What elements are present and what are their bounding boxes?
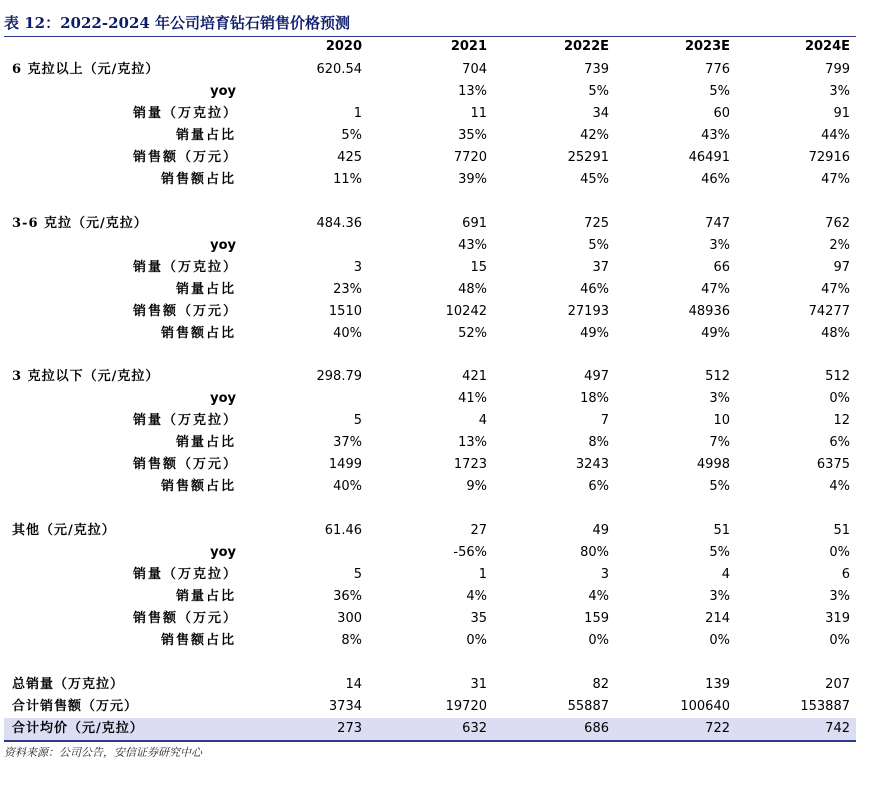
table-row — [4, 388, 856, 410]
table-cell: 3% — [709, 391, 730, 406]
table-cell: 425 — [337, 150, 362, 165]
table-cell: 43% — [701, 128, 730, 143]
table-cell: 3% — [829, 589, 850, 604]
table-row — [4, 432, 856, 454]
total-label: 总销量（万克拉） — [12, 677, 125, 692]
table-cell: 49% — [701, 326, 730, 341]
table-cell: 632 — [462, 721, 487, 736]
table-cell: 4% — [829, 479, 850, 494]
table-row — [4, 279, 856, 301]
table-cell: 37 — [592, 260, 609, 275]
table-cell: 5% — [709, 545, 730, 560]
table-cell: 512 — [825, 369, 850, 384]
table-cell: 5% — [709, 84, 730, 99]
table-row — [4, 235, 856, 257]
table-cell: 35% — [458, 128, 487, 143]
table-cell: 725 — [584, 216, 609, 231]
table-cell: 40% — [333, 479, 362, 494]
table-cell: 91 — [833, 106, 850, 121]
table-row — [4, 59, 856, 81]
table-row — [4, 257, 856, 279]
table-cell: 300 — [337, 611, 362, 626]
table-cell: 421 — [462, 369, 487, 384]
row-label-yoy: yoy — [210, 238, 236, 253]
table-cell: 139 — [705, 677, 730, 692]
row-label-volume-share: 销量占比 — [175, 435, 236, 450]
table-cell: 49 — [592, 523, 609, 538]
total-label: 合计均价（元/克拉） — [12, 721, 144, 736]
table-cell: 37% — [333, 435, 362, 450]
table-cell: 46% — [701, 172, 730, 187]
table-row — [4, 630, 856, 652]
table-cell: 48936 — [688, 304, 730, 319]
table-cell: 6% — [829, 435, 850, 450]
table-cell: 82 — [592, 677, 609, 692]
table-cell: 11% — [333, 172, 362, 187]
table-cell: 4 — [478, 413, 487, 428]
table-row — [4, 410, 856, 432]
table-cell: 11 — [470, 106, 487, 121]
table-cell: 1510 — [328, 304, 362, 319]
table-cell: 80% — [580, 545, 609, 560]
table-cell: 686 — [584, 721, 609, 736]
table-cell: 5% — [341, 128, 362, 143]
table-cell: 47% — [821, 282, 850, 297]
table-cell: 512 — [705, 369, 730, 384]
table-cell: 3 — [353, 260, 362, 275]
table-cell: 47% — [701, 282, 730, 297]
group-label: 3-6 克拉（元/克拉） — [12, 216, 148, 231]
table-cell: 776 — [705, 62, 730, 77]
row-label-yoy: yoy — [210, 391, 236, 406]
row-label-volume: 销量（万克拉） — [132, 106, 238, 121]
table-cell: 43% — [458, 238, 487, 253]
table-cell: 61.46 — [324, 523, 362, 538]
table-title: 表 12：2022-2024 年公司培育钻石销售价格预测 — [4, 14, 351, 32]
table-cell: 0% — [709, 633, 730, 648]
table-cell: 5 — [353, 567, 362, 582]
table-row — [4, 147, 856, 169]
table-cell: 35 — [470, 611, 487, 626]
table-row — [4, 301, 856, 323]
table-cell: 0% — [588, 633, 609, 648]
total-row — [4, 674, 856, 696]
table-cell: 159 — [584, 611, 609, 626]
table-cell: 60 — [713, 106, 730, 121]
table-cell: 7720 — [453, 150, 487, 165]
table-cell: 14 — [345, 677, 362, 692]
table-row — [4, 586, 856, 608]
header-2020: 2020 — [325, 39, 362, 54]
table-cell: 66 — [713, 260, 730, 275]
table-cell: 12 — [833, 413, 850, 428]
table-cell: 4% — [466, 589, 487, 604]
table-cell: 704 — [462, 62, 487, 77]
table-cell: 10 — [713, 413, 730, 428]
table-cell: 319 — [825, 611, 850, 626]
table-cell: 13% — [458, 84, 487, 99]
table-cell: 2% — [829, 238, 850, 253]
table-cell: 207 — [825, 677, 850, 692]
table-cell: 31 — [470, 677, 487, 692]
bottom-rule — [4, 740, 856, 742]
table-row — [4, 476, 856, 498]
row-label-sales: 销售额（万元） — [132, 304, 238, 319]
row-label-sales: 销售额（万元） — [132, 457, 238, 472]
total-row-highlighted — [4, 718, 856, 740]
header-2021: 2021 — [450, 39, 487, 54]
table-cell: 49% — [580, 326, 609, 341]
table-cell: 4998 — [696, 457, 730, 472]
row-label-volume: 销量（万克拉） — [132, 413, 238, 428]
table-cell: 722 — [705, 721, 730, 736]
row-label-sales-share: 销售额占比 — [160, 326, 236, 341]
row-label-sales-share: 销售额占比 — [160, 172, 236, 187]
table-cell: 42% — [580, 128, 609, 143]
table-cell: 44% — [821, 128, 850, 143]
row-label-volume: 销量（万克拉） — [132, 260, 238, 275]
table-cell: 40% — [333, 326, 362, 341]
total-row — [4, 696, 856, 718]
table-row — [4, 366, 856, 388]
table-cell: 23% — [333, 282, 362, 297]
table-cell: 620.54 — [316, 62, 362, 77]
table-cell: 6375 — [816, 457, 850, 472]
table-row — [4, 103, 856, 125]
table-cell: 55887 — [567, 699, 609, 714]
table-cell: 51 — [713, 523, 730, 538]
table-cell: 1499 — [328, 457, 362, 472]
table-cell: 46% — [580, 282, 609, 297]
header-2022e: 2022E — [563, 39, 609, 54]
table-cell: 74277 — [808, 304, 850, 319]
table-cell: 5% — [709, 479, 730, 494]
table-cell: 4 — [721, 567, 730, 582]
table-cell: 48% — [821, 326, 850, 341]
table-cell: 214 — [705, 611, 730, 626]
table-cell: 0% — [829, 545, 850, 560]
table-cell — [264, 543, 362, 563]
table-cell: 3734 — [328, 699, 362, 714]
row-label-sales-share: 销售额占比 — [160, 633, 236, 648]
row-label-sales: 销售额（万元） — [132, 150, 238, 165]
table-cell: 3243 — [575, 457, 609, 472]
table-row — [4, 169, 856, 191]
table-cell: 739 — [584, 62, 609, 77]
table-cell: 41% — [458, 391, 487, 406]
table-row — [4, 608, 856, 630]
table-cell: 0% — [466, 633, 487, 648]
group-label: 其他（元/克拉） — [12, 523, 116, 538]
table-cell: 3 — [600, 567, 609, 582]
table-cell: 36% — [333, 589, 362, 604]
table-row — [4, 454, 856, 476]
row-label-volume-share: 销量占比 — [175, 282, 236, 297]
table-cell: 52% — [458, 326, 487, 341]
header-2024e: 2024E — [804, 39, 850, 54]
table-cell: 6 — [841, 567, 850, 582]
table-row — [4, 125, 856, 147]
table-cell: 46491 — [688, 150, 730, 165]
table-cell: -56% — [453, 545, 487, 560]
table-cell: 45% — [580, 172, 609, 187]
table-cell: 1 — [353, 106, 362, 121]
table-cell: 153887 — [800, 699, 850, 714]
total-label: 合计销售额（万元） — [12, 699, 139, 714]
table-cell: 7 — [600, 413, 609, 428]
table-cell: 8% — [588, 435, 609, 450]
table-cell — [264, 236, 362, 256]
table-cell: 0% — [829, 633, 850, 648]
table-cell: 19720 — [445, 699, 487, 714]
table-cell: 762 — [825, 216, 850, 231]
table-row — [4, 520, 856, 542]
table-cell: 8% — [341, 633, 362, 648]
row-label-volume-share: 销量占比 — [175, 589, 236, 604]
source-note: 资料来源：公司公告，安信证券研究中心 — [4, 746, 202, 759]
table-cell: 100640 — [680, 699, 730, 714]
header-2023e: 2023E — [684, 39, 730, 54]
header-row — [4, 37, 856, 57]
table-cell: 9% — [466, 479, 487, 494]
table-cell: 742 — [825, 721, 850, 736]
row-label-yoy: yoy — [210, 84, 236, 99]
table-cell: 47% — [821, 172, 850, 187]
table-row — [4, 81, 856, 103]
table-cell: 3% — [709, 589, 730, 604]
table-cell — [264, 82, 362, 102]
table-cell: 51 — [833, 523, 850, 538]
table-cell: 0% — [829, 391, 850, 406]
row-label-yoy: yoy — [210, 545, 236, 560]
table-cell: 97 — [833, 260, 850, 275]
table-cell: 25291 — [567, 150, 609, 165]
table-cell: 10242 — [445, 304, 487, 319]
table-cell: 39% — [458, 172, 487, 187]
table-cell: 7% — [709, 435, 730, 450]
table-cell: 4% — [588, 589, 609, 604]
table-row — [4, 564, 856, 586]
table-cell: 747 — [705, 216, 730, 231]
table-cell: 5% — [588, 238, 609, 253]
table-row — [4, 213, 856, 235]
table-cell: 15 — [470, 260, 487, 275]
table-cell: 691 — [462, 216, 487, 231]
table-cell: 3% — [709, 238, 730, 253]
table-cell: 497 — [584, 369, 609, 384]
row-label-volume: 销量（万克拉） — [132, 567, 238, 582]
table-cell: 484.36 — [316, 216, 362, 231]
table-cell: 27 — [470, 523, 487, 538]
table-cell: 34 — [592, 106, 609, 121]
table-cell: 27193 — [567, 304, 609, 319]
table-cell: 298.79 — [316, 369, 362, 384]
table-cell: 48% — [458, 282, 487, 297]
table-cell: 799 — [825, 62, 850, 77]
table-cell: 13% — [458, 435, 487, 450]
table-cell: 273 — [337, 721, 362, 736]
table-cell: 18% — [580, 391, 609, 406]
table-row — [4, 542, 856, 564]
table-row — [4, 323, 856, 345]
row-label-sales-share: 销售额占比 — [160, 479, 236, 494]
table-cell: 6% — [588, 479, 609, 494]
table-cell: 1 — [478, 567, 487, 582]
table-cell: 5 — [353, 413, 362, 428]
table-cell: 5% — [588, 84, 609, 99]
table-cell: 1723 — [453, 457, 487, 472]
table-cell — [264, 389, 362, 409]
group-label: 3 克拉以下（元/克拉） — [12, 369, 160, 384]
group-label: 6 克拉以上（元/克拉） — [12, 62, 160, 77]
row-label-sales: 销售额（万元） — [132, 611, 238, 626]
table-cell: 72916 — [808, 150, 850, 165]
table-cell: 3% — [829, 84, 850, 99]
row-label-volume-share: 销量占比 — [175, 128, 236, 143]
